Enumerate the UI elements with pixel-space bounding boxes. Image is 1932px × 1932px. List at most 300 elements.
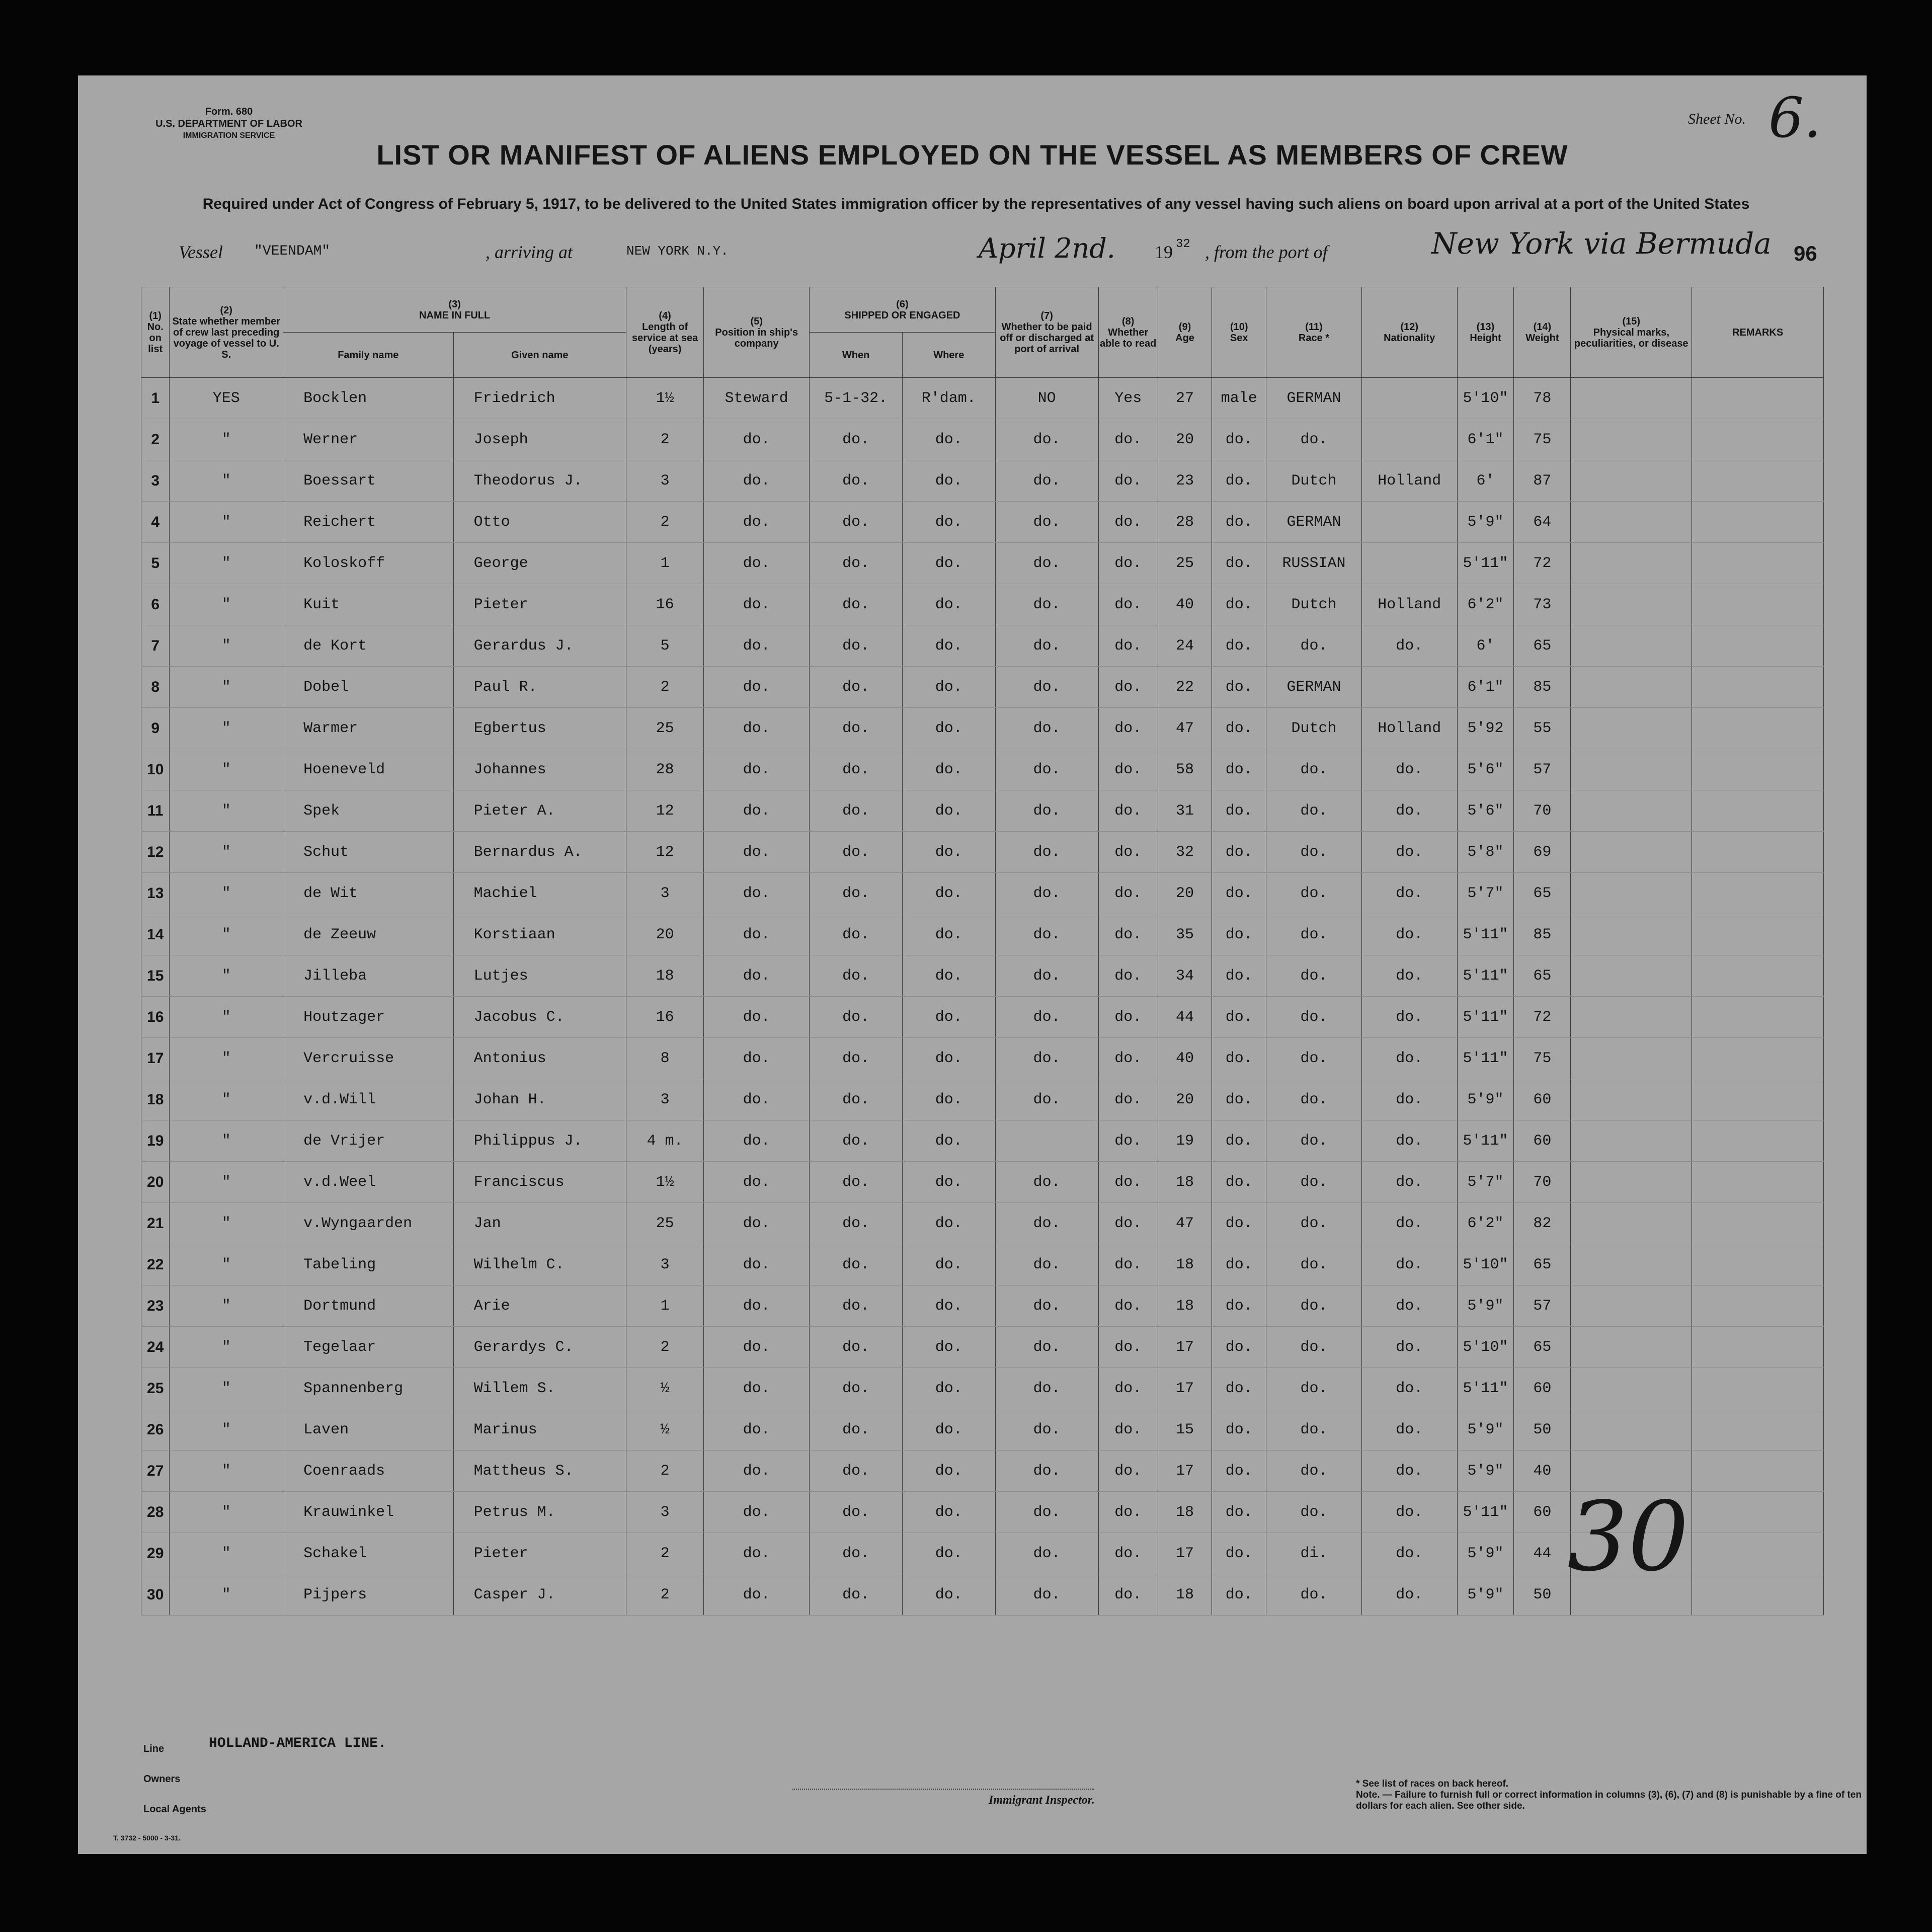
cell-where: do. xyxy=(902,708,995,749)
cell-prev: " xyxy=(170,914,283,955)
cell-remarks xyxy=(1692,1451,1824,1492)
cell-remarks xyxy=(1692,1533,1824,1574)
cell-no: 8 xyxy=(141,667,170,708)
cell-prev: " xyxy=(170,1079,283,1120)
cell-age: 18 xyxy=(1158,1574,1212,1616)
cell-height: 5'7" xyxy=(1457,873,1514,914)
cell-no: 7 xyxy=(141,625,170,667)
cell-prev: " xyxy=(170,543,283,584)
cell-paid: do. xyxy=(995,460,1098,502)
cell-paid: do. xyxy=(995,955,1098,997)
cell-when: 5-1-32. xyxy=(810,378,903,419)
cell-position: do. xyxy=(704,502,810,543)
cell-family: Pijpers xyxy=(283,1574,454,1616)
cell-race: do. xyxy=(1266,1162,1362,1203)
cell-height: 5'9" xyxy=(1457,1533,1514,1574)
cell-sex: do. xyxy=(1212,1451,1266,1492)
cell-sex: do. xyxy=(1212,1285,1266,1327)
cell-family: Houtzager xyxy=(283,997,454,1038)
cell-marks xyxy=(1571,955,1692,997)
cell-when: do. xyxy=(810,1533,903,1574)
cell-read: do. xyxy=(1098,460,1158,502)
cell-where: R'dam. xyxy=(902,378,995,419)
cell-when: do. xyxy=(810,708,903,749)
cell-remarks xyxy=(1692,955,1824,997)
cell-prev: " xyxy=(170,749,283,790)
cell-weight: 60 xyxy=(1514,1120,1571,1162)
cell-position: do. xyxy=(704,543,810,584)
cell-nat: do. xyxy=(1361,1038,1457,1079)
cell-height: 5'11" xyxy=(1457,1368,1514,1409)
cell-service: 12 xyxy=(626,832,704,873)
cell-paid: do. xyxy=(995,1327,1098,1368)
col-remarks-header: REMARKS xyxy=(1692,287,1824,378)
cell-weight: 64 xyxy=(1514,502,1571,543)
cell-weight: 87 xyxy=(1514,460,1571,502)
cell-family: Vercruisse xyxy=(283,1038,454,1079)
cell-nat: do. xyxy=(1361,1327,1457,1368)
col-height-header: (13) Height xyxy=(1457,287,1514,378)
cell-read: do. xyxy=(1098,1368,1158,1409)
cell-weight: 50 xyxy=(1514,1409,1571,1451)
cell-race: do. xyxy=(1266,955,1362,997)
cell-race: do. xyxy=(1266,1368,1362,1409)
cell-age: 25 xyxy=(1158,543,1212,584)
col-age-header: (9) Age xyxy=(1158,287,1212,378)
cell-race: do. xyxy=(1266,790,1362,832)
arriving-port: NEW YORK N.Y. xyxy=(626,244,729,259)
cell-weight: 57 xyxy=(1514,749,1571,790)
cell-weight: 85 xyxy=(1514,667,1571,708)
cell-age: 40 xyxy=(1158,584,1212,625)
cell-remarks xyxy=(1692,1409,1824,1451)
cell-when: do. xyxy=(810,1409,903,1451)
cell-height: 5'7" xyxy=(1457,1162,1514,1203)
cell-paid: do. xyxy=(995,914,1098,955)
cell-prev: " xyxy=(170,1038,283,1079)
vessel-name: "VEENDAM" xyxy=(254,244,331,259)
cell-paid: do. xyxy=(995,749,1098,790)
cell-age: 58 xyxy=(1158,749,1212,790)
cell-read: do. xyxy=(1098,873,1158,914)
cell-prev: " xyxy=(170,1120,283,1162)
cell-read: do. xyxy=(1098,1120,1158,1162)
cell-prev: " xyxy=(170,1244,283,1285)
cell-nat: do. xyxy=(1361,1079,1457,1120)
cell-nat: do. xyxy=(1361,1285,1457,1327)
cell-nat: do. xyxy=(1361,873,1457,914)
cell-prev: " xyxy=(170,1203,283,1244)
cell-where: do. xyxy=(902,997,995,1038)
cell-nat xyxy=(1361,502,1457,543)
col-race-header: (11) Race * xyxy=(1266,287,1362,378)
cell-race: Dutch xyxy=(1266,460,1362,502)
cell-age: 23 xyxy=(1158,460,1212,502)
cell-age: 15 xyxy=(1158,1409,1212,1451)
cell-position: do. xyxy=(704,1285,810,1327)
cell-weight: 57 xyxy=(1514,1285,1571,1327)
footnote xyxy=(1356,1779,1864,1812)
cell-no: 11 xyxy=(141,790,170,832)
cell-age: 20 xyxy=(1158,1079,1212,1120)
cell-service: 3 xyxy=(626,460,704,502)
cell-nat xyxy=(1361,378,1457,419)
cell-race: do. xyxy=(1266,1409,1362,1451)
table-row xyxy=(141,625,1824,667)
cell-paid: do. xyxy=(995,543,1098,584)
cell-given: Paul R. xyxy=(453,667,626,708)
cell-marks xyxy=(1571,1409,1692,1451)
cell-no: 30 xyxy=(141,1574,170,1616)
cell-remarks xyxy=(1692,1203,1824,1244)
cell-read: do. xyxy=(1098,997,1158,1038)
cell-read: do. xyxy=(1098,790,1158,832)
page-title: LIST OR MANIFEST OF ALIENS EMPLOYED ON THE VESSEL AS MEMBERS OF CREW xyxy=(376,139,1568,171)
cell-prev: " xyxy=(170,955,283,997)
cell-sex: do. xyxy=(1212,749,1266,790)
col-family-name-header: Family name xyxy=(283,333,454,378)
punch-hole xyxy=(40,1238,63,1261)
cell-age: 18 xyxy=(1158,1162,1212,1203)
cell-when: do. xyxy=(810,1038,903,1079)
cell-no: 14 xyxy=(141,914,170,955)
year-prefix: 19 xyxy=(1155,242,1173,262)
cell-family: Bocklen xyxy=(283,378,454,419)
cell-race: Dutch xyxy=(1266,708,1362,749)
cell-family: Tegelaar xyxy=(283,1327,454,1368)
cell-service: 3 xyxy=(626,1492,704,1533)
cell-when: do. xyxy=(810,502,903,543)
arrival-date: April 2nd. xyxy=(979,232,1115,264)
table-row xyxy=(141,584,1824,625)
sheet-count: 96 xyxy=(1794,242,1817,265)
cell-when: do. xyxy=(810,1574,903,1616)
cell-position: do. xyxy=(704,1451,810,1492)
cell-read: do. xyxy=(1098,584,1158,625)
cell-given: Gerardus J. xyxy=(453,625,626,667)
cell-weight: 72 xyxy=(1514,543,1571,584)
cell-weight: 75 xyxy=(1514,1038,1571,1079)
cell-where: do. xyxy=(902,1574,995,1616)
cell-when: do. xyxy=(810,1120,903,1162)
service-name: IMMIGRATION SERVICE xyxy=(183,131,275,140)
cell-where: do. xyxy=(902,625,995,667)
cell-marks xyxy=(1571,625,1692,667)
cell-height: 6'2" xyxy=(1457,1203,1514,1244)
cell-family: v.d.Will xyxy=(283,1079,454,1120)
cell-position: do. xyxy=(704,873,810,914)
table-row xyxy=(141,1203,1824,1244)
cell-service: 2 xyxy=(626,667,704,708)
cell-read: do. xyxy=(1098,1162,1158,1203)
col-when-header: When xyxy=(810,333,903,378)
cell-race: do. xyxy=(1266,832,1362,873)
cell-when: do. xyxy=(810,419,903,460)
cell-height: 6'2" xyxy=(1457,584,1514,625)
cell-family: Jilleba xyxy=(283,955,454,997)
table-row xyxy=(141,955,1824,997)
cell-weight: 60 xyxy=(1514,1368,1571,1409)
cell-sex: do. xyxy=(1212,625,1266,667)
cell-race: do. xyxy=(1266,1244,1362,1285)
cell-height: 5'11" xyxy=(1457,543,1514,584)
cell-no: 2 xyxy=(141,419,170,460)
cell-no: 5 xyxy=(141,543,170,584)
cell-position: do. xyxy=(704,1327,810,1368)
cell-remarks xyxy=(1692,1244,1824,1285)
table-row xyxy=(141,708,1824,749)
cell-where: do. xyxy=(902,1492,995,1533)
cell-paid: do. xyxy=(995,1533,1098,1574)
cell-sex: do. xyxy=(1212,914,1266,955)
cell-sex: male xyxy=(1212,378,1266,419)
cell-race: do. xyxy=(1266,1203,1362,1244)
crew-table-body xyxy=(141,378,1824,1616)
cell-height: 5'9" xyxy=(1457,1409,1514,1451)
cell-height: 5'9" xyxy=(1457,1285,1514,1327)
cell-race: do. xyxy=(1266,1285,1362,1327)
cell-position: do. xyxy=(704,1038,810,1079)
cell-read: do. xyxy=(1098,1574,1158,1616)
cell-age: 18 xyxy=(1158,1285,1212,1327)
cell-paid: do. xyxy=(995,832,1098,873)
cell-no: 15 xyxy=(141,955,170,997)
cell-age: 17 xyxy=(1158,1451,1212,1492)
cell-when: do. xyxy=(810,1244,903,1285)
cell-weight: 65 xyxy=(1514,625,1571,667)
cell-read: do. xyxy=(1098,1451,1158,1492)
cell-no: 23 xyxy=(141,1285,170,1327)
cell-race: RUSSIAN xyxy=(1266,543,1362,584)
cell-nat: do. xyxy=(1361,625,1457,667)
cell-weight: 82 xyxy=(1514,1203,1571,1244)
cell-read: do. xyxy=(1098,625,1158,667)
cell-family: Kuit xyxy=(283,584,454,625)
cell-given: Joseph xyxy=(453,419,626,460)
cell-height: 5'9" xyxy=(1457,1079,1514,1120)
cell-paid xyxy=(995,1120,1098,1162)
cell-nat: do. xyxy=(1361,1533,1457,1574)
cell-position: do. xyxy=(704,749,810,790)
cell-no: 16 xyxy=(141,997,170,1038)
col-where-header: Where xyxy=(902,333,995,378)
cell-sex: do. xyxy=(1212,667,1266,708)
cell-when: do. xyxy=(810,997,903,1038)
cell-where: do. xyxy=(902,419,995,460)
cell-sex: do. xyxy=(1212,1244,1266,1285)
cell-read: do. xyxy=(1098,914,1158,955)
cell-given: Wilhelm C. xyxy=(453,1244,626,1285)
table-row xyxy=(141,790,1824,832)
cell-where: do. xyxy=(902,584,995,625)
cell-where: do. xyxy=(902,790,995,832)
cell-family: de Wit xyxy=(283,873,454,914)
cell-prev: YES xyxy=(170,378,283,419)
cell-remarks xyxy=(1692,419,1824,460)
punch-hole xyxy=(40,282,63,305)
cell-race: GERMAN xyxy=(1266,378,1362,419)
cell-race: do. xyxy=(1266,1574,1362,1616)
cell-marks xyxy=(1571,667,1692,708)
cell-sex: do. xyxy=(1212,460,1266,502)
cell-remarks xyxy=(1692,1574,1824,1616)
cell-weight: 70 xyxy=(1514,790,1571,832)
manifest-sheet xyxy=(78,75,1867,1854)
cell-prev: " xyxy=(170,1533,283,1574)
cell-race: Dutch xyxy=(1266,584,1362,625)
cell-paid: do. xyxy=(995,1574,1098,1616)
cell-family: Boessart xyxy=(283,460,454,502)
cell-sex: do. xyxy=(1212,584,1266,625)
vessel-label: Vessel xyxy=(179,242,223,262)
cell-given: Antonius xyxy=(453,1038,626,1079)
cell-sex: do. xyxy=(1212,1327,1266,1368)
cell-age: 22 xyxy=(1158,667,1212,708)
cell-remarks xyxy=(1692,460,1824,502)
cell-given: Pieter xyxy=(453,1533,626,1574)
cell-remarks xyxy=(1692,1285,1824,1327)
cell-where: do. xyxy=(902,1079,995,1120)
cell-sex: do. xyxy=(1212,543,1266,584)
cell-sex: do. xyxy=(1212,1079,1266,1120)
cell-nat: do. xyxy=(1361,955,1457,997)
cell-sex: do. xyxy=(1212,1492,1266,1533)
cell-nat: do. xyxy=(1361,1492,1457,1533)
cell-position: do. xyxy=(704,1492,810,1533)
cell-no: 28 xyxy=(141,1492,170,1533)
cell-marks xyxy=(1571,832,1692,873)
cell-position: do. xyxy=(704,1162,810,1203)
cell-where: do. xyxy=(902,543,995,584)
cell-paid: do. xyxy=(995,419,1098,460)
cell-read: do. xyxy=(1098,1038,1158,1079)
cell-race: do. xyxy=(1266,1079,1362,1120)
cell-race: do. xyxy=(1266,1327,1362,1368)
cell-read: do. xyxy=(1098,419,1158,460)
col-marks-header: (15) Physical marks, peculiarities, or disease xyxy=(1571,287,1692,378)
cell-age: 20 xyxy=(1158,419,1212,460)
cell-position: do. xyxy=(704,832,810,873)
cell-given: Egbertus xyxy=(453,708,626,749)
cell-position: do. xyxy=(704,1368,810,1409)
cell-position: do. xyxy=(704,419,810,460)
cell-weight: 65 xyxy=(1514,1327,1571,1368)
cell-prev: " xyxy=(170,1368,283,1409)
cell-service: 1 xyxy=(626,543,704,584)
cell-remarks xyxy=(1692,708,1824,749)
cell-position: do. xyxy=(704,1244,810,1285)
cell-when: do. xyxy=(810,543,903,584)
cell-no: 18 xyxy=(141,1079,170,1120)
cell-where: do. xyxy=(902,832,995,873)
cell-service: 16 xyxy=(626,997,704,1038)
cell-no: 6 xyxy=(141,584,170,625)
cell-given: Jacobus C. xyxy=(453,997,626,1038)
cell-no: 9 xyxy=(141,708,170,749)
col-weight-header: (14) Weight xyxy=(1514,287,1571,378)
cell-prev: " xyxy=(170,708,283,749)
table-row xyxy=(141,1079,1824,1120)
cell-paid: do. xyxy=(995,584,1098,625)
cell-nat: do. xyxy=(1361,1574,1457,1616)
col-service-header: (4) Length of service at sea (years) xyxy=(626,287,704,378)
cell-position: do. xyxy=(704,790,810,832)
cell-where: do. xyxy=(902,914,995,955)
cell-nat: do. xyxy=(1361,914,1457,955)
cell-service: 4 m. xyxy=(626,1120,704,1162)
cell-given: Petrus M. xyxy=(453,1492,626,1533)
cell-prev: " xyxy=(170,1285,283,1327)
cell-when: do. xyxy=(810,667,903,708)
cell-no: 17 xyxy=(141,1038,170,1079)
cell-family: de Vrijer xyxy=(283,1120,454,1162)
cell-read: do. xyxy=(1098,1409,1158,1451)
cell-position: do. xyxy=(704,708,810,749)
cell-when: do. xyxy=(810,1327,903,1368)
cell-marks xyxy=(1571,1120,1692,1162)
cell-height: 5'9" xyxy=(1457,502,1514,543)
cell-sex: do. xyxy=(1212,873,1266,914)
cell-sex: do. xyxy=(1212,832,1266,873)
cell-where: do. xyxy=(902,667,995,708)
cell-height: 5'9" xyxy=(1457,1574,1514,1616)
cell-where: do. xyxy=(902,1368,995,1409)
cell-where: do. xyxy=(902,955,995,997)
cell-remarks xyxy=(1692,790,1824,832)
cell-race: do. xyxy=(1266,625,1362,667)
sheet-number-label: Sheet No. xyxy=(1688,111,1746,127)
col-paid-off-header: (7) Whether to be paid off or discharged at port of arrival xyxy=(995,287,1098,378)
cell-age: 24 xyxy=(1158,625,1212,667)
cell-race: do. xyxy=(1266,1038,1362,1079)
cell-where: do. xyxy=(902,1162,995,1203)
cell-sex: do. xyxy=(1212,1203,1266,1244)
table-row xyxy=(141,667,1824,708)
cell-when: do. xyxy=(810,625,903,667)
cell-sex: do. xyxy=(1212,1120,1266,1162)
cell-marks xyxy=(1571,1285,1692,1327)
year-suffix: 32 xyxy=(1176,237,1190,251)
cell-family: Krauwinkel xyxy=(283,1492,454,1533)
cell-read: do. xyxy=(1098,1244,1158,1285)
vessel-line xyxy=(123,226,1824,272)
cell-position: do. xyxy=(704,625,810,667)
cell-read: do. xyxy=(1098,1203,1158,1244)
cell-where: do. xyxy=(902,1120,995,1162)
cell-remarks xyxy=(1692,1368,1824,1409)
cell-height: 5'10" xyxy=(1457,378,1514,419)
cell-prev: " xyxy=(170,625,283,667)
cell-service: 25 xyxy=(626,708,704,749)
cell-service: 25 xyxy=(626,1203,704,1244)
cell-nat: Holland xyxy=(1361,584,1457,625)
cell-service: 2 xyxy=(626,502,704,543)
cell-paid: do. xyxy=(995,790,1098,832)
cell-weight: 65 xyxy=(1514,955,1571,997)
cell-position: do. xyxy=(704,1533,810,1574)
table-row xyxy=(141,543,1824,584)
cell-nat xyxy=(1361,543,1457,584)
cell-remarks xyxy=(1692,914,1824,955)
cell-remarks xyxy=(1692,1038,1824,1079)
cell-where: do. xyxy=(902,1327,995,1368)
cell-remarks xyxy=(1692,873,1824,914)
cell-paid: do. xyxy=(995,502,1098,543)
local-agents-label: Local Agents xyxy=(143,1804,206,1815)
cell-service: 2 xyxy=(626,1574,704,1616)
col-position-header: (5) Position in ship's company xyxy=(704,287,810,378)
cell-when: do. xyxy=(810,1203,903,1244)
